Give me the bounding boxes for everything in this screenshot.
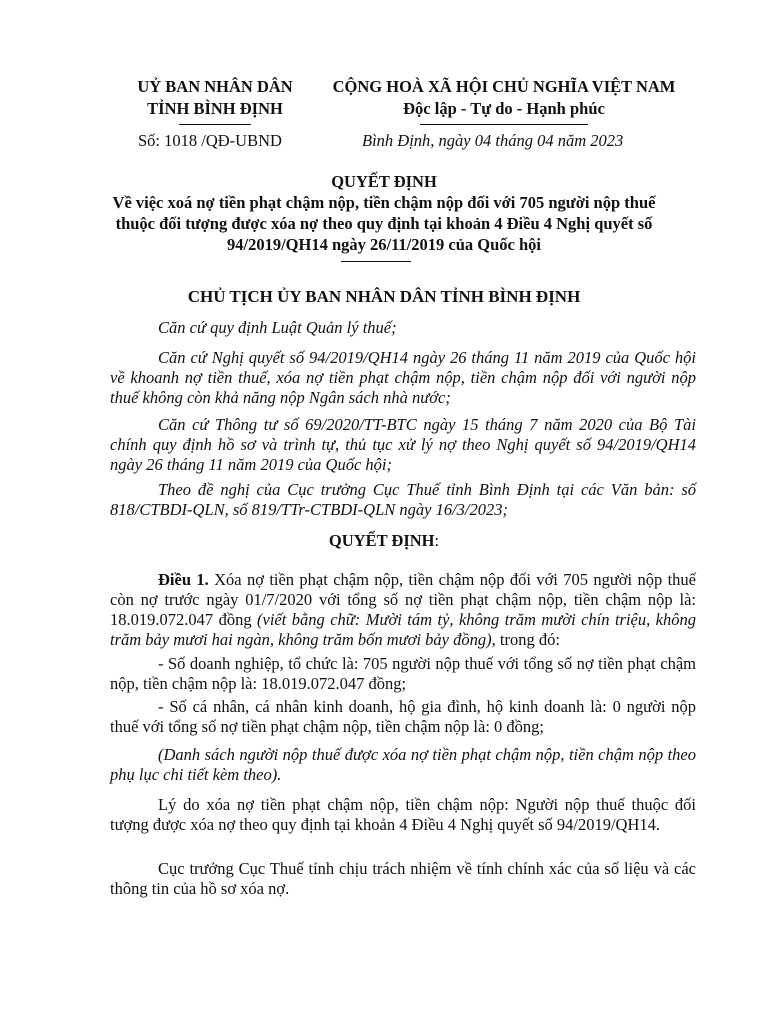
article-1-amount-in-words: (viết bằng chữ: Mười tám tỷ, không trăm mười chín triệu, không trăm bảy mươi hai ngàn, không trăm bốn mươi bảy đồng): [110, 610, 696, 649]
decides-label: QUYẾT ĐỊNH: [328, 531, 435, 550]
article-1-label: Điều 1.: [158, 570, 209, 589]
subject-underline: [341, 261, 411, 262]
document-number: Số: 1018 /QĐ-UBND: [138, 131, 282, 150]
agency-line-2: TỈNH BÌNH ĐỊNH: [147, 99, 283, 118]
legal-basis-4: Theo đề nghị của Cục trưởng Cục Thuế tỉnh Bình Định tại các Văn bản: số 818/CTBDI-QLN, số 819/TTr-CTBDI-QLN ngày 16/3/2023;: [110, 480, 696, 519]
article-1-tail: , trong đó:: [491, 630, 560, 649]
decides-heading: [0, 531, 768, 551]
legal-basis-1: Căn cứ quy định Luật Quản lý thuế;: [158, 318, 397, 337]
agency-underline: [179, 124, 251, 125]
decides-colon: :: [434, 531, 440, 550]
document-title: QUYẾT ĐỊNH: [331, 172, 437, 191]
issuer-heading: CHỦ TỊCH ỦY BAN NHÂN DÂN TỈNH BÌNH ĐỊNH: [187, 287, 581, 306]
bullet-individuals: - Số cá nhân, cá nhân kinh doanh, hộ gia đình, hộ kinh doanh là: 0 người nộp thuế với tổng số nợ tiền phạt chậm nộp, tiền chậm nộp là: 0 đồng;: [110, 697, 696, 736]
issuing-agency: [112, 76, 318, 125]
agency-line-1: UỶ BAN NHÂN DÂN: [137, 77, 293, 96]
legal-basis-2: Căn cứ Nghị quyết số 94/2019/QH14 ngày 26 tháng 11 năm 2019 của Quốc hội về khoanh nợ tiền thuế, xóa nợ tiền phạt chậm nộp, tiền chậm nộp đối với người nộp thuế không còn khả năng nộp Ngân sách nhà nước;: [110, 348, 696, 407]
document-subject: Về việc xoá nợ tiền phạt chậm nộp, tiền chậm nộp đối với 705 người nộp thuế thuộc đối tượng được xóa nợ theo quy định tại khoản 4 Điều 4 Nghị quyết số 94/2019/QH14 ngày 26/11/2019 của Quốc hội: [112, 193, 656, 254]
nation-line-2: Độc lập - Tự do - Hạnh phúc: [403, 99, 605, 118]
article-1-text: Xóa nợ tiền phạt chậm nộp, tiền chậm nộp đối với 705 người nộp thuế còn nợ trước ngày 01/7/2020 với tổng số nợ tiền phạt chậm nộp, tiền chậm nộp là: 18.019.072.047 đồng: [110, 570, 697, 629]
annex-note: (Danh sách người nộp thuế được xóa nợ tiền phạt chậm nộp, tiền chậm nộp theo phụ lục chi tiết kèm theo).: [110, 745, 696, 784]
national-heading: [320, 76, 688, 125]
legal-basis-3: Căn cứ Thông tư số 69/2020/TT-BTC ngày 15 tháng 7 năm 2020 của Bộ Tài chính quy định hồ sơ và trình tự, thủ tục xử lý nợ theo Nghị quyết số 94/2019/QH14 ngày 26 tháng 11 năm 2019 của Quốc hội;: [110, 415, 696, 474]
motto-underline: [420, 124, 588, 125]
reason-paragraph: Lý do xóa nợ tiền phạt chậm nộp, tiền chậm nộp: Người nộp thuế thuộc đối tượng được xóa nợ theo quy định tại khoản 4 Điều 4 Nghị quyết số 94/2019/QH14.: [110, 795, 696, 834]
article-1: [110, 570, 696, 650]
document-date: Bình Định, ngày 04 tháng 04 năm 2023: [362, 131, 624, 150]
responsibility-paragraph: Cục trưởng Cục Thuế tỉnh chịu trách nhiệm về tính chính xác của số liệu và các thông tin của hồ sơ xóa nợ.: [110, 859, 696, 898]
bullet-enterprises: - Số doanh nghiệp, tổ chức là: 705 người nộp thuế với tổng số nợ tiền phạt chậm nộp, tiền chậm nộp là: 18.019.072.047 đồng;: [110, 654, 696, 693]
nation-line-1: CỘNG HOÀ XÃ HỘI CHỦ NGHĨA VIỆT NAM: [332, 77, 676, 96]
